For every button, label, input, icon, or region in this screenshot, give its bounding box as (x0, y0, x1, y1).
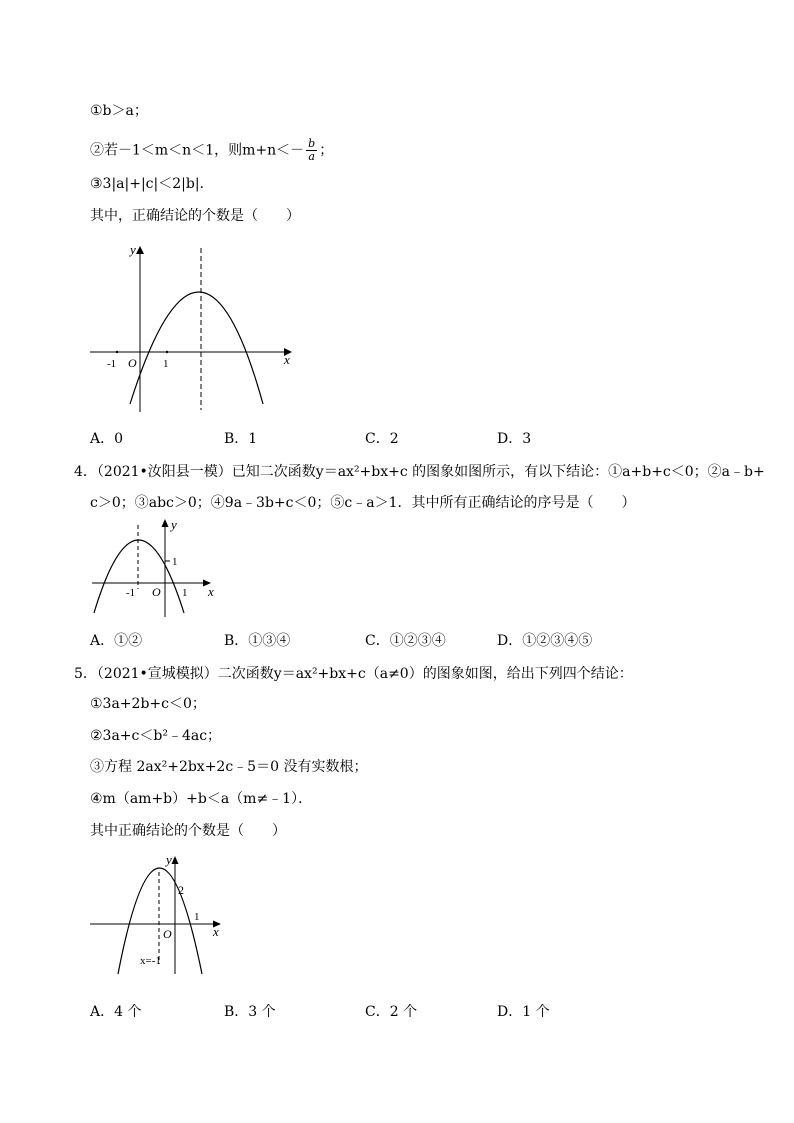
q5-item-2: ②3a+c＜b²﹣4ac； (90, 728, 222, 744)
q3-option-c[interactable]: C．2 (365, 431, 399, 447)
q5-parabola-graph (88, 850, 228, 980)
y-tick-2-label: 2 (178, 883, 184, 897)
tick-1-dot (166, 351, 168, 353)
q5-line-1: 5．（2021•宣城模拟）二次函数y＝ax²+bx+c（a≠0）的图象如图，给出下列四个结论： (74, 666, 633, 682)
q5-option-a[interactable]: A．4 个 (90, 1004, 142, 1020)
origin-label: O (128, 356, 137, 370)
q3-item-2-fraction (306, 138, 317, 163)
x-axis-label: x (208, 584, 214, 599)
y-tick-1-label: 1 (172, 556, 178, 568)
q3-item-3: ③3|a|+|c|＜2|b|. (90, 176, 204, 192)
axis-of-symmetry-label: x=-1 (140, 955, 161, 967)
origin-label: O (152, 585, 161, 599)
q5-item-3: ③方程 2ax²+2bx+2c﹣5＝0 没有实数根； (90, 759, 368, 775)
y-axis-label: y (130, 242, 136, 257)
x-axis-label: x (213, 924, 219, 939)
q4-option-b[interactable]: B．①③④ (224, 633, 291, 649)
y-axis-label: y (171, 517, 177, 532)
q5-item-1: ①3a+2b+c＜0； (90, 696, 206, 712)
q4-parabola-graph (88, 515, 218, 621)
tick-neg1-label: -1 (107, 358, 117, 370)
y-axis-label: y (166, 852, 172, 867)
q3-option-a[interactable]: A．0 (90, 431, 124, 447)
tick-neg1-label: -1 (126, 587, 136, 599)
q4-option-a[interactable]: A．①② (90, 633, 143, 649)
q3-stem: 其中，正确结论的个数是（ ） (90, 208, 300, 224)
q3-option-d[interactable]: D．3 (497, 431, 532, 447)
q5-stem: 其中正确结论的个数是（ ） (90, 823, 286, 839)
y-axis-arrow (172, 856, 179, 864)
q5-option-b[interactable]: B．3 个 (224, 1004, 276, 1020)
fraction-numerator: b (308, 137, 316, 150)
q3-option-b[interactable]: B．1 (224, 431, 258, 447)
q4-option-d[interactable]: D．①②③④⑤ (497, 633, 593, 649)
q3-item-1: ①b＞a； (90, 103, 148, 119)
tick-neg1-dot (116, 351, 118, 353)
q4-option-c[interactable]: C．①②③④ (365, 633, 446, 649)
q5-option-d[interactable]: D．1 个 (497, 1004, 550, 1020)
y-axis-arrow (162, 519, 169, 527)
origin-label: O (163, 927, 172, 941)
x-axis-label: x (284, 352, 290, 367)
y-axis-arrow (136, 246, 144, 254)
q5-item-4: ④m（am+b）+b＜a（m≠﹣1）． (90, 791, 313, 807)
q3-item-2 (90, 138, 333, 163)
tick-1-label: 1 (194, 911, 200, 923)
q3-item-2-end: ； (319, 142, 334, 159)
parabola-curve (130, 292, 263, 404)
q5-option-c[interactable]: C．2 个 (365, 1004, 418, 1020)
tick-1-label: 1 (182, 587, 188, 599)
parabola-curve (94, 540, 184, 613)
q3-parabola-graph (88, 238, 303, 416)
fraction-denominator: a (308, 150, 315, 163)
q4-line-2: c＞0；③abc＞0；④9a﹣3b+c＜0；⑤c﹣a＞1．其中所有正确结论的序号是（ ） (90, 495, 636, 511)
tick-1-label: 1 (163, 358, 169, 370)
q4-line-1: 4．（2021•汝阳县一模）已知二次函数y＝ax²+bx+c 的图象如图所示，有以下结论：①a+b+c＜0；②a﹣b+ (74, 464, 765, 480)
q3-item-2-text: ②若－1＜m＜n＜1，则m+n＜－ (90, 142, 305, 159)
